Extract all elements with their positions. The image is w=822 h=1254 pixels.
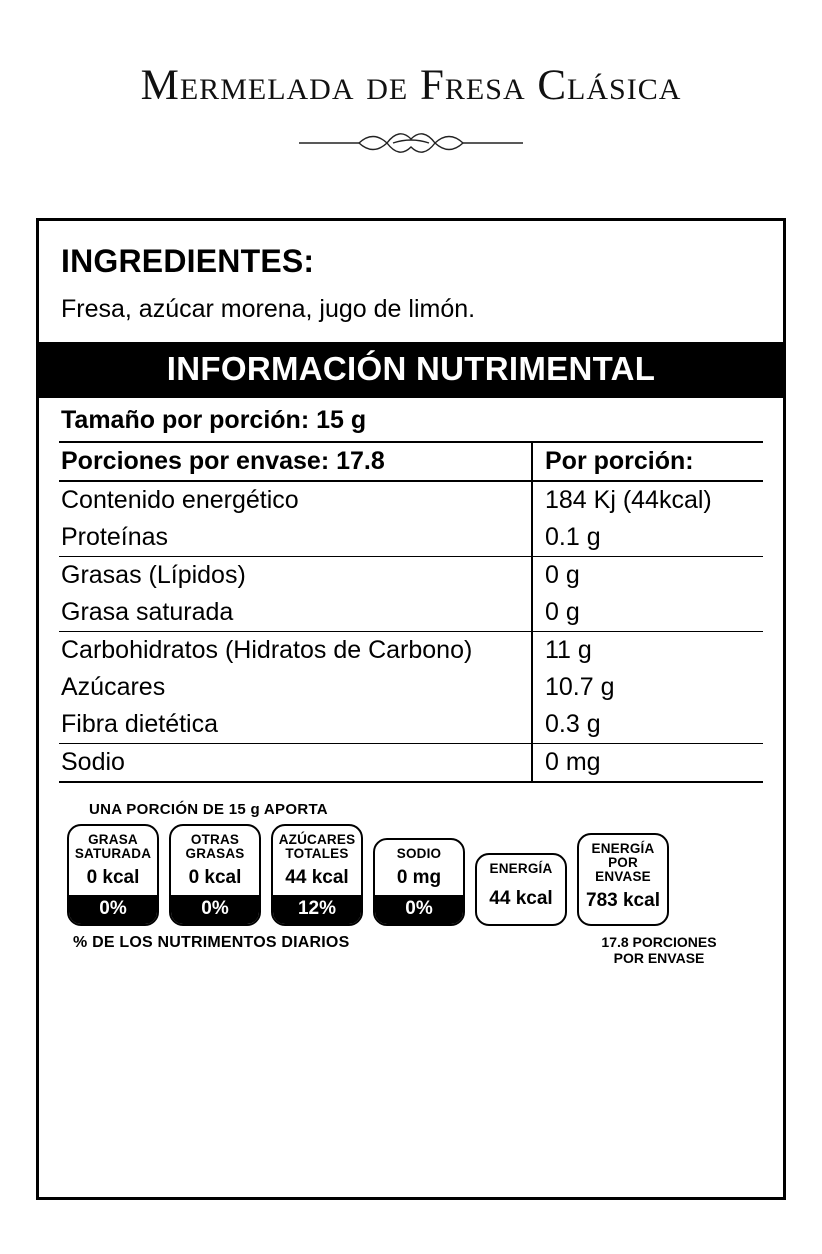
ingredients-text: Fresa, azúcar morena, jugo de limón.: [61, 295, 476, 323]
per-serving-header: Por porción:: [532, 442, 763, 481]
gda-box-azucares-totales: [271, 824, 363, 926]
row-label: Contenido energético: [59, 481, 532, 519]
gda-caption: UNA PORCIÓN DE 15 g APORTA: [89, 801, 328, 818]
gda-box-energia: [475, 853, 567, 926]
gda-row: [67, 824, 763, 926]
row-value: 11 g: [532, 632, 763, 670]
table-row: [59, 594, 763, 632]
row-label: Azúcares: [61, 673, 166, 701]
gda-box-otras-grasas: [169, 824, 261, 926]
table-row: [59, 442, 763, 481]
row-value: 184 Kj (44kcal): [532, 481, 763, 519]
row-label: Sodio: [59, 744, 532, 783]
nutrition-table: [59, 441, 763, 783]
gda-label: OTRAS GRASAS: [185, 832, 245, 862]
gda-label: GRASA SATURADA: [74, 832, 152, 862]
row-label: Carbohidratos (Hidratos de Carbono): [59, 632, 532, 670]
gda-amount: 0 kcal: [86, 867, 140, 889]
serving-size: Tamaño por porción: 15 g: [61, 406, 367, 434]
gda-amount: 783 kcal: [586, 890, 660, 912]
row-value: 0.3 g: [532, 706, 763, 744]
gda-footer-right: 17.8 PORCIONES POR ENVASE: [601, 934, 717, 967]
row-value: 0 g: [532, 557, 763, 595]
row-value: 0 g: [532, 594, 763, 632]
gda-percent: 12%: [273, 895, 361, 924]
table-row: [59, 632, 763, 670]
gda-label: ENERGÍA POR ENVASE: [591, 840, 655, 885]
gda-percent: 0%: [375, 895, 463, 924]
gda-box-grasa-saturada: [67, 824, 159, 926]
row-value: 0 mg: [532, 744, 763, 783]
title-block: [0, 0, 822, 163]
flourish-divider-icon: [281, 123, 541, 163]
ingredients-section: [39, 221, 783, 342]
table-row: [59, 557, 763, 595]
table-row: [59, 706, 763, 744]
nutrition-banner: INFORMACIÓN NUTRIMENTAL: [39, 342, 783, 398]
nutrition-panel: [36, 218, 786, 1200]
table-row: [59, 744, 763, 783]
gda-label: AZÚCARES TOTALES: [278, 832, 356, 862]
gda-amount: 0 kcal: [188, 867, 242, 889]
gda-label: ENERGÍA: [489, 861, 553, 877]
gda-box-sodio: [373, 838, 465, 926]
row-label: Grasa saturada: [61, 598, 234, 626]
servings-per-container-label: Porciones por envase: 17.8: [59, 442, 532, 481]
row-value: 0.1 g: [532, 519, 763, 557]
gda-amount: 0 mg: [396, 867, 442, 889]
gda-amount: 44 kcal: [285, 867, 349, 889]
ingredients-heading: INGREDIENTES:: [61, 243, 315, 279]
nutrition-facts: [39, 398, 783, 783]
gda-box-energia-por-envase: [577, 833, 669, 927]
table-row: [59, 669, 763, 706]
gda-percent: 0%: [171, 895, 259, 924]
gda-percent: 0%: [69, 895, 157, 924]
gda-section: [39, 783, 783, 967]
page-title: Mermelada de Fresa Clásica: [140, 62, 682, 109]
gda-label: SODIO: [396, 846, 442, 862]
table-row: [59, 519, 763, 557]
row-label: Fibra dietética: [61, 710, 219, 738]
gda-amount: 44 kcal: [489, 888, 553, 910]
table-row: [59, 481, 763, 519]
row-label: Proteínas: [61, 523, 169, 551]
row-label: Grasas (Lípidos): [59, 557, 532, 595]
gda-footer-left: % DE LOS NUTRIMENTOS DIARIOS: [73, 934, 350, 952]
row-value: 10.7 g: [532, 669, 763, 706]
gda-footer: [67, 934, 763, 966]
